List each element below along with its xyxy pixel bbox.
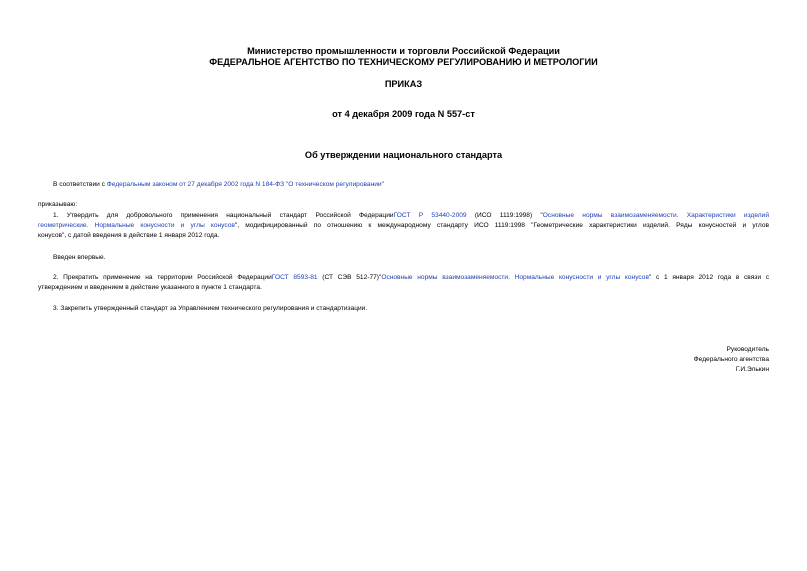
standard-title-link-part1[interactable]: Основные нормы взаимозаменяемости. Характеристики изделий xyxy=(542,212,769,219)
orders-word: приказываю: xyxy=(38,201,78,208)
item2-line2: утверждением и введением в действие указанного в пункте 1 стандарта. xyxy=(38,284,262,291)
item1-line1 xyxy=(53,211,769,221)
standard-title-link-part2[interactable]: геометрические. Нормальные конусности и углы конусов xyxy=(38,222,235,229)
note-first-introduced: Введен впервые. xyxy=(53,254,106,261)
item2-prefix: 2. Прекратить применение на территории Российской Федерации xyxy=(53,274,272,281)
signature-name: Г.И.Элькин xyxy=(735,366,769,373)
item1-line2-suffix: ", модифицированный по отношению к международному стандарту ИСО 1119:1998 "Геометрические характеристики изделий. Ряды конусностей и углов xyxy=(234,222,769,229)
gost-r-53440-link[interactable]: ГОСТ Р 53440-2009 xyxy=(393,212,467,219)
signature-position-line2: Федерального агентства xyxy=(693,356,769,363)
federal-law-link[interactable]: Федеральным законом от 27 декабря 2002 года N 184-ФЗ "О техническом регулировании" xyxy=(106,181,384,188)
preamble xyxy=(53,180,384,190)
item2-line1 xyxy=(53,273,769,283)
document-type: ПРИКАЗ xyxy=(384,79,423,89)
document-title: Об утверждении национального стандарта xyxy=(304,150,503,160)
agency-name: ФЕДЕРАЛЬНОЕ АГЕНТСТВО ПО ТЕХНИЧЕСКОМУ РЕГУЛИРОВАНИЮ И МЕТРОЛОГИИ xyxy=(209,57,598,67)
item2-standard-title-link[interactable]: Основные нормы взаимозаменяемости. Нормальные конусности и углы конусов xyxy=(381,274,649,281)
item2-suffix: " с 1 января 2012 года в связи с xyxy=(648,274,769,281)
ministry-name: Министерство промышленности и торговли Российской Федерации xyxy=(247,46,560,56)
signature-position-line1: Руководитель xyxy=(726,346,769,353)
item2-mid: (СТ СЭВ 512-77)" xyxy=(317,274,382,281)
item1-mid: (ИСО 1119:1998) " xyxy=(466,212,543,219)
preamble-prefix: В соответствии с xyxy=(53,181,107,188)
gost-8593-81-link[interactable]: ГОСТ 8593-81 xyxy=(271,274,318,281)
document-date-number: от 4 декабря 2009 года N 557-ст xyxy=(332,109,475,119)
item1-line2 xyxy=(38,221,769,231)
item1-line3: конусов", с датой введения в действие 1 января 2012 года. xyxy=(38,232,220,239)
item3: 3. Закрепить утвержденный стандарт за Управлением технического регулирования и стандартизации. xyxy=(53,305,368,312)
item1-prefix: 1. Утвердить для добровольного применения национальный стандарт Российской Федерации xyxy=(53,212,394,219)
